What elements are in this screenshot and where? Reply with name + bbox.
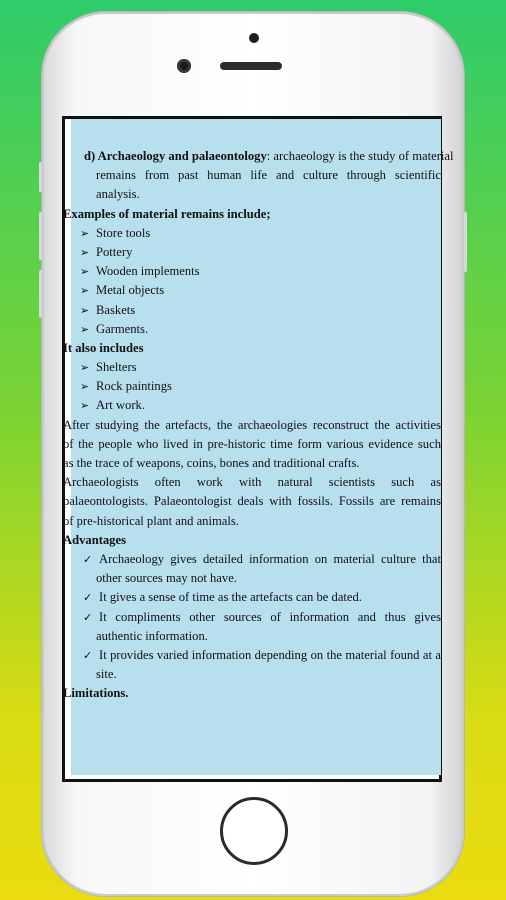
intro-text: : archaeology is the study of material [266, 149, 454, 163]
front-camera-icon [177, 59, 191, 73]
paragraph-line [63, 454, 441, 473]
list-item [63, 320, 441, 339]
paragraph-line [63, 512, 441, 531]
advantage-text: Archaeology gives detailed information on material culture that [99, 551, 441, 566]
check-icon: ✓ [83, 591, 93, 605]
advantage-item [63, 588, 441, 607]
arrow-right-icon: ➢ [80, 322, 90, 336]
arrow-right-icon: ➢ [80, 380, 90, 394]
power-button [464, 212, 467, 272]
paragraph-line [63, 473, 441, 492]
phone-screen [62, 116, 454, 782]
list-item-text: Baskets [96, 302, 136, 317]
list-item-text: Wooden implements [96, 264, 200, 279]
document-page[interactable] [63, 119, 454, 775]
intro-line [63, 185, 441, 204]
intro-text: analysis. [96, 187, 140, 202]
arrow-right-icon: ➢ [80, 361, 90, 375]
paragraph-line [63, 492, 441, 511]
earpiece-speaker [220, 62, 282, 70]
advantages-heading: Advantages [63, 532, 126, 547]
list-item-text: Art work. [96, 398, 145, 413]
advantage-item [63, 627, 441, 646]
section-label: d) Archaeology and palaeontology [84, 149, 267, 163]
advantage-text: authentic information. [96, 628, 208, 643]
advantage-item [63, 608, 441, 627]
list-item [63, 281, 441, 300]
arrow-right-icon: ➢ [80, 226, 90, 240]
proximity-sensor [249, 33, 259, 43]
advantage-text: It compliments other sources of information and thus gives [99, 609, 441, 624]
arrow-right-icon: ➢ [80, 284, 90, 298]
advantage-item [63, 550, 441, 569]
check-icon: ✓ [83, 610, 93, 624]
home-button[interactable] [220, 797, 288, 865]
list-item [63, 243, 441, 262]
volume-button [39, 270, 42, 318]
paragraph-text: After studying the artefacts, the archaeologies reconstruct the activities [63, 417, 441, 432]
paragraph-text: of the people who lived in pre-historic time form various evidence such [63, 436, 441, 451]
list-item [63, 224, 441, 243]
list-item [63, 301, 441, 320]
arrow-right-icon: ➢ [80, 303, 90, 317]
paragraph-text: palaeontologists. Palaeontologist deals with fossils. Fossils are remains [63, 494, 441, 509]
list-item-text: Shelters [96, 360, 137, 375]
advantage-text: It provides varied information depending on the material found at a [99, 647, 441, 662]
list-item [63, 396, 441, 415]
intro-line [63, 166, 441, 185]
list-item-text: Store tools [96, 225, 151, 240]
advantage-item [63, 665, 441, 684]
list-item [63, 377, 441, 396]
check-icon: ✓ [83, 648, 93, 662]
list-item-text: Garments. [96, 321, 149, 336]
paragraph-line [63, 435, 441, 454]
paragraph-text: of pre-historical plant and animals. [63, 513, 239, 528]
document-content [63, 147, 454, 703]
arrow-right-icon: ➢ [80, 245, 90, 259]
list-item [63, 262, 441, 281]
advantage-text: It gives a sense of time as the artefacts can be dated. [99, 590, 362, 605]
paragraph-line [63, 416, 441, 435]
arrow-right-icon: ➢ [80, 399, 90, 413]
volume-button [39, 212, 42, 260]
advantage-item [63, 646, 441, 665]
limitations-heading: Limitations. [63, 686, 129, 701]
list-item-text: Pottery [96, 244, 133, 259]
intro-line [63, 147, 454, 166]
examples-heading: Examples of material remains include; [63, 206, 271, 221]
check-icon: ✓ [83, 552, 93, 566]
list-item [63, 358, 441, 377]
arrow-right-icon: ➢ [80, 265, 90, 279]
volume-button [39, 162, 42, 192]
advantage-text: site. [96, 667, 117, 682]
also-heading: It also includes [63, 340, 144, 355]
advantage-item [63, 569, 441, 588]
intro-text: remains from past human life and culture through scientific [96, 168, 441, 183]
list-item-text: Rock paintings [96, 379, 172, 394]
advantage-text: other sources may not have. [96, 571, 237, 586]
list-item-text: Metal objects [96, 283, 165, 298]
paragraph-text: as the trace of weapons, coins, bones and traditional crafts. [63, 456, 360, 470]
paragraph-text: Archaeologists often work with natural scientists such as [63, 475, 441, 490]
